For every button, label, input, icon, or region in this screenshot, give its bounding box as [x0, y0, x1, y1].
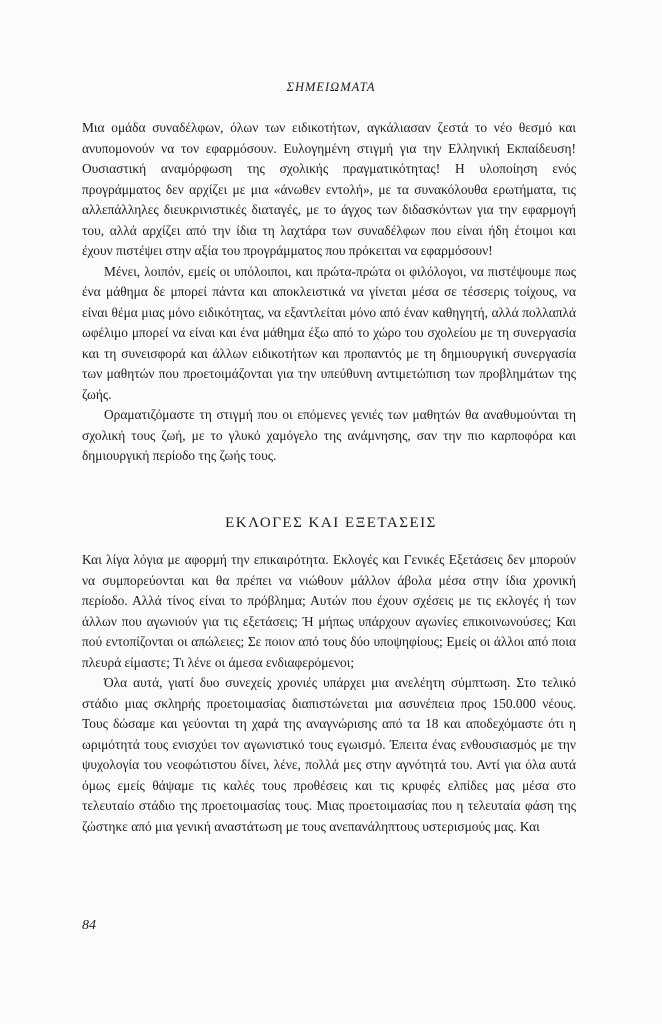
section-notes [82, 118, 576, 467]
paragraph: Μένει, λοιπόν, εμείς οι υπόλοιποι, και πρώτα-πρώτα οι φιλόλογοι, να πιστέψουμε πως ένα μάθημα δε μπορεί πάντα και αποκλειστικά να γίνεται μέσα σε τέσσερις τοίχους, να είναι θέμα μιας μόνο ειδικότητας, να εξαντλείται μόνο από έναν καθηγητή, αλλά πολλαπλά ωφέλιμο μπορεί να είναι και ένα μάθημα έξω από το χώρο του σχολείου με τη συνεργασία και τη συνεισφορά και άλλων ειδικοτήτων και προπαντός με τη δημιουργική συνεργασία των μαθητών που προετοιμάζονται για την υπεύθυνη αντιμετώπιση των προβλημάτων της ζωής. [82, 263, 576, 402]
running-head: ΣΗΜΕΙΩΜΑΤΑ [286, 80, 376, 94]
paragraph: Και λίγα λόγια με αφορμή την επικαιρότητα. Εκλογές και Γενικές Εξετάσεις δεν μπορούν να συμπορεύονται και θα πρέπει να νιώθουν μάλλον άβολα μέσα στην ίδια χρονική περίοδο. Αλλά τίνος είναι το πρόβλημα; Αυτών που έχουν σχέσεις με τις εκλογές ή των άλλων που αγωνιούν για τις εξετάσεις; Ή μήπως υπάρχουν αγωνίες επικοινωνούσες; Και πού εντοπίζονται οι απώλειες; Σε ποιον από τους δύο υποψηφίους; Εμείς οι άλλοι από ποια πλευρά είμαστε; Τι λένε οι άμεσα ενδιαφερόμενοι; [82, 552, 576, 670]
paragraph: Οραματιζόμαστε τη στιγμή που οι επόμενες γενιές των μαθητών θα αναθυμούνται τη σχολική τους ζωή, με το γλυκό χαμόγελο της ανάμνησης, σαν την πιο καρποφόρα και δημιουργική περίοδο της ζωής τους. [82, 407, 576, 463]
paragraph: Όλα αυτά, γιατί δυο συνεχείς χρονιές υπάρχει μια ανελέητη σύμπτωση. Στο τελικό στάδιο μιας σκληρής προετοιμασίας διαπιστώνεται μια ασυνέπεια προς 150.000 νέους. Τους δώσαμε και γεύονται τη χαρά της αναγνώρισης από τα 18 και αποδεχόμαστε ότι η ωριμότητά τους ενισχύει τον αγωνιστικό τους εγωισμό. Έπειτα ένας ενθουσιασμός με την ψυχολογία του νεοφώτιστου δίνει, λένε, πολλά μες στην αγνότητά του. Αντί για όλα αυτά όμως εμείς θάψαμε τις καλές τους προθέσεις και τις κρυφές ελπίδες μας μέσα στο τελευταίο στάδιο της προετοιμασίας τους. Μιας προετοιμασίας που η τελευταία φάση της ζώστηκε από μια γενική αναστάτωση με τους ανεπανάληπτους υστερισμούς μας. Και [82, 675, 576, 834]
paragraph: Μια ομάδα συναδέλφων, όλων των ειδικοτήτων, αγκάλιασαν ζεστά το νέο θεσμό και ανυπομονούν να τον εφαρμόσουν. Ευλογημένη στιγμή για την Ελληνική Εκπαίδευση! Ουσιαστική αναμόρφωση της σχολικής πραγματικότητας! Η υλοποίηση ενός προγράμματος δεν αρχίζει με μια «άνωθεν εντολή», με τα συνακόλουθα ερωτήματα, τις αλλεπάλληλες διευκρινιστικές διαταγές, με το άγχος των διδασκόντων για την εφαρμογή του, αλλά αρχίζει από την ίδια τη λαχτάρα των συναδέλφων που είναι ήδη έτοιμοι και έχουν πιστέψει στην αξία του προγράμματος που πρόκειται να εφαρμόσουν! [82, 120, 576, 258]
section-heading: ΕΚΛΟΓΕΣ ΚΑΙ ΕΞΕΤΑΣΕΙΣ [225, 515, 437, 531]
page-number: 84 [82, 918, 96, 933]
section-elections-exams [82, 550, 576, 837]
